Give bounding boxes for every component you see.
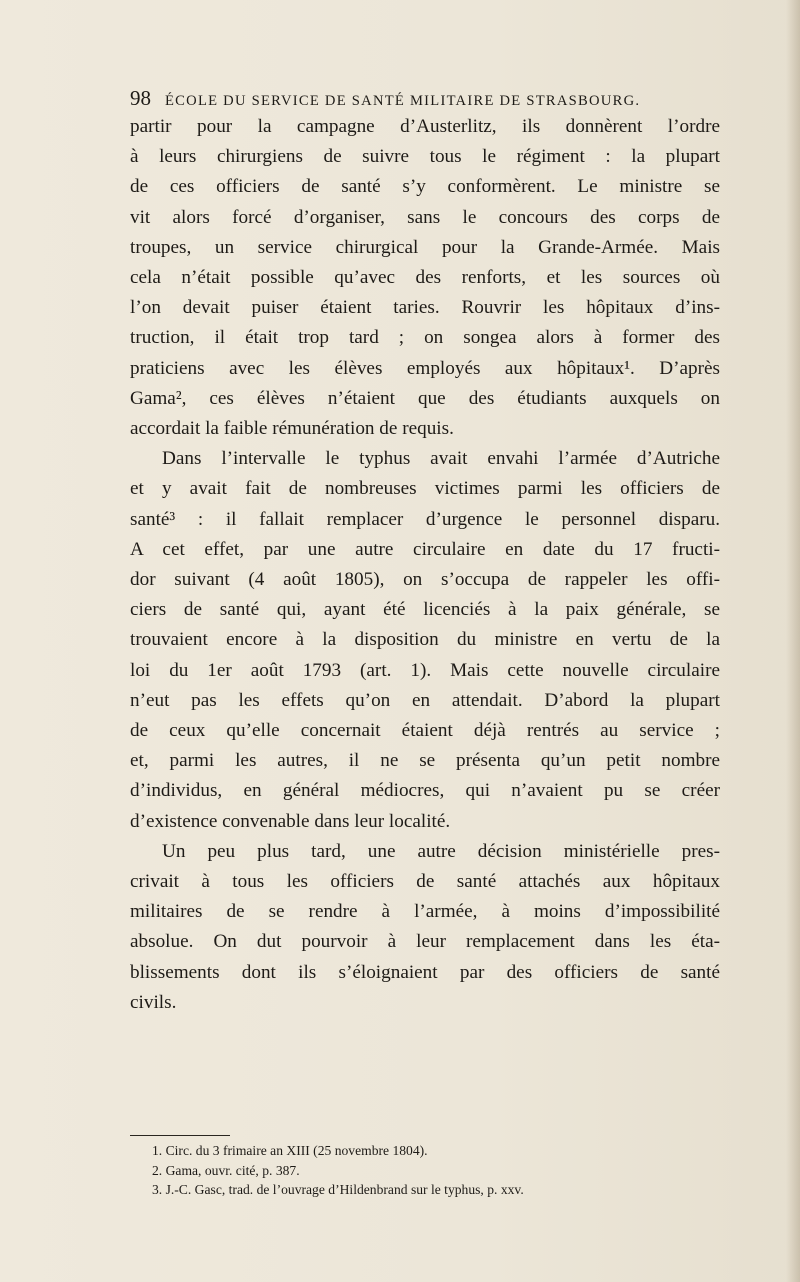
main-text <box>130 112 720 1018</box>
footnotes <box>152 1141 732 1200</box>
text-line: de ceux qu’elle concernait étaient déjà rentrés au service ; <box>130 720 720 742</box>
paragraph-2 <box>130 444 720 837</box>
text-line: Un peu plus tard, une autre décision ministérielle pres- <box>162 840 720 862</box>
text-line: loi du 1er août 1793 (art. 1). Mais cette nouvelle circulaire <box>130 659 720 681</box>
text-line: santé³ : il fallait remplacer d’urgence le personnel disparu. <box>130 508 720 530</box>
text-line: Gama², ces élèves n’étaient que des étudiants auxquels on <box>130 387 720 409</box>
paragraph-3 <box>130 837 720 1018</box>
footnote-2: 2. Gama, ouvr. cité, p. 387. <box>152 1162 300 1178</box>
text-line: accordait la faible rémunération de requis. <box>130 418 454 440</box>
text-line: à leurs chirurgiens de suivre tous le régiment : la plupart <box>130 146 720 168</box>
text-line: vit alors forcé d’organiser, sans le concours des corps de <box>130 206 720 228</box>
text-line: partir pour la campagne d’Austerlitz, ils donnèrent l’ordre <box>130 116 720 137</box>
text-line: trouvaient encore à la disposition du ministre en vertu de la <box>130 629 720 651</box>
text-line: ciers de santé qui, ayant été licenciés à la paix générale, se <box>130 599 720 621</box>
text-line: civils. <box>130 991 177 1013</box>
text-line: Dans l’intervalle le typhus avait envahi l’armée d’Autriche <box>162 448 720 470</box>
running-title: ÉCOLE DU SERVICE DE SANTÉ MILITAIRE DE STRASBOURG. <box>165 93 641 109</box>
footnote-1: 1. Circ. du 3 frimaire an XIII (25 novembre 1804). <box>152 1143 428 1158</box>
running-header <box>130 86 730 111</box>
text-line: cela n’était possible qu’avec des renforts, et les sources où <box>130 267 720 289</box>
paragraph-1 <box>130 112 720 444</box>
text-line: et y avait fait de nombreuses victimes parmi les officiers de <box>130 478 720 500</box>
text-line: absolue. On dut pourvoir à leur remplacement dans les éta- <box>130 931 720 953</box>
text-line: d’individus, en général médiocres, qui n’avaient pu se créer <box>130 780 720 802</box>
text-line: truction, il était trop tard ; on songea alors à former des <box>130 327 720 349</box>
page-edge-shadow <box>786 0 800 1282</box>
text-line: l’on devait puiser étaient taries. Rouvrir les hôpitaux d’ins- <box>130 297 720 319</box>
footnote-3: 3. J.-C. Gasc, trad. de l’ouvrage d’Hildenbrand sur le typhus, p. xxv. <box>152 1182 524 1197</box>
text-line: crivait à tous les officiers de santé attachés aux hôpitaux <box>130 871 720 893</box>
footnote-rule <box>130 1135 230 1136</box>
text-line: troupes, un service chirurgical pour la Grande-Armée. Mais <box>130 236 720 258</box>
text-line: de ces officiers de santé s’y conformèrent. Le ministre se <box>130 176 720 198</box>
text-line: dor suivant (4 août 1805), on s’occupa de rappeler les offi- <box>130 569 720 591</box>
text-line: praticiens avec les élèves employés aux hôpitaux¹. D’après <box>130 357 720 379</box>
text-line: et, parmi les autres, il ne se présenta qu’un petit nombre <box>130 750 720 772</box>
text-line: A cet effet, par une autre circulaire en date du 17 fructi- <box>130 538 720 560</box>
text-line: blissements dont ils s’éloignaient par des officiers de santé <box>130 961 720 983</box>
text-line: n’eut pas les effets qu’on en attendait. D’abord la plupart <box>130 689 720 711</box>
text-line: d’existence convenable dans leur localité. <box>130 810 451 832</box>
page-number: 98 <box>130 86 151 110</box>
text-line: militaires de se rendre à l’armée, à moins d’impossibilité <box>130 901 720 923</box>
